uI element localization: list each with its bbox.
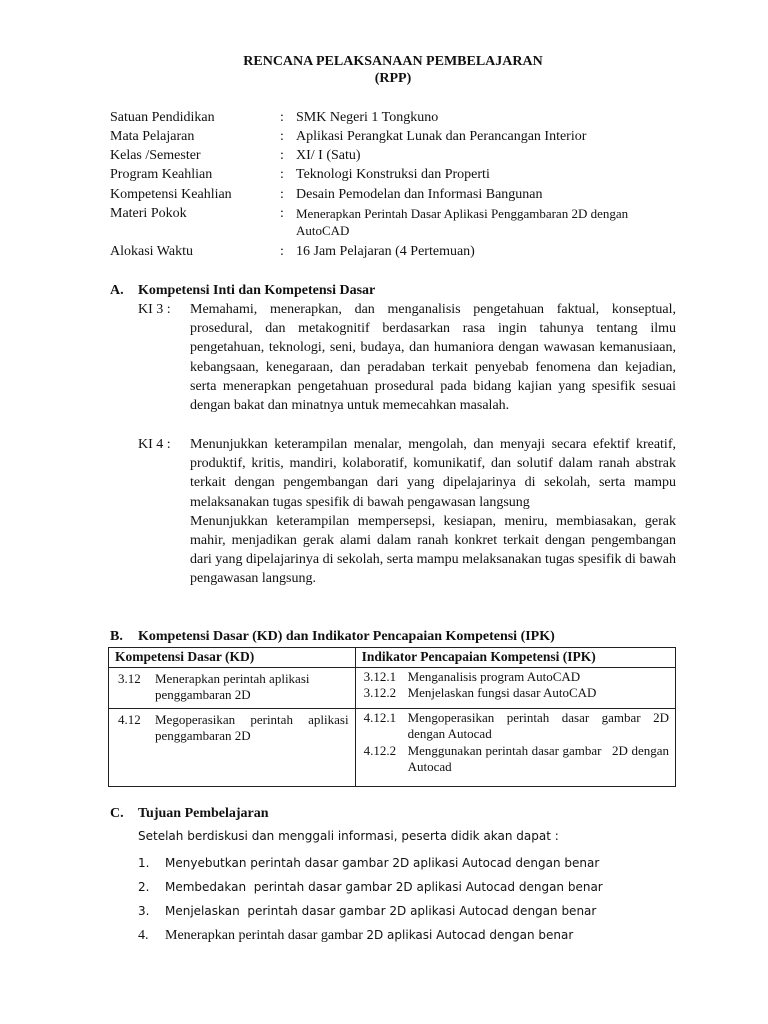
goal-text: Menjelaskan perintah dasar gambar 2D aplikasi Autocad dengan benar — [165, 904, 597, 918]
meta-value: Teknologi Konstruksi dan Properti — [296, 167, 490, 182]
meta-label: Kompetensi Keahlian — [110, 187, 232, 202]
ki3-paragraph: Memahami, menerapkan, dan menganalisis pengetahuan faktual, konseptual, prosedural, dan metakognitif berdasarkan rasa ingin tahunya tentang ilmu pengetahuan, teknologi, seni, budaya, dan humaniora dengan wawasan kemanusiaan, kebangsaan, kenegaraan, dan peradaban terkait penyebab fenomena dan kejadian, serta menerapkan pengetahuan prosedural pada bidang kajian yang spesifik sesuai dengan bakat dan minatnya untuk memecahkan masalah. — [190, 302, 676, 414]
goal-number: 1. — [138, 856, 150, 870]
meta-value: Desain Pemodelan dan Informasi Bangunan — [296, 187, 543, 202]
table-header-row — [109, 648, 676, 668]
meta-colon: : — [280, 110, 284, 125]
table-row — [109, 667, 676, 708]
goals-intro: Setelah berdiskusi dan menggali informasi, peserta didik akan dapat : — [138, 829, 559, 843]
section-a-heading — [110, 282, 375, 300]
goal-number: 4. — [138, 928, 149, 943]
kd-number: 3.12 — [118, 670, 141, 686]
ipk-item — [364, 710, 669, 743]
document-title — [0, 53, 768, 87]
goal-item — [138, 927, 573, 944]
ipk-text: Menggunakan perintah dasar gambar 2D dengan Autocad — [407, 742, 672, 774]
title-line-1: RENCANA PELAKSANAAN PEMBELAJARAN — [243, 54, 543, 69]
goal-number: 3. — [138, 904, 150, 918]
goal-text-serif: Menerapkan perintah dasar gambar — [165, 928, 367, 943]
goal-number: 2. — [138, 880, 150, 894]
goal-item — [138, 855, 599, 871]
meta-colon: : — [280, 206, 284, 221]
ipk-text: Menjelaskan fungsi dasar AutoCAD — [407, 685, 597, 700]
ipk-number: 4.12.2 — [363, 742, 397, 758]
section-letter: C. — [110, 806, 124, 821]
ipk-item — [364, 669, 669, 686]
ki4-label: KI 4 : — [138, 437, 171, 452]
column-header-kd: Kompetensi Dasar (KD) — [109, 648, 356, 668]
ipk-item — [363, 742, 672, 776]
section-title: Kompetensi Dasar (KD) dan Indikator Pencapaian Kompetensi (IPK) — [138, 629, 555, 644]
section-b-heading — [110, 628, 555, 646]
ipk-number: 3.12.1 — [363, 668, 397, 684]
section-title: Kompetensi Inti dan Kompetensi Dasar — [138, 283, 376, 298]
kd-text: Menerapkan perintah aplikasi penggambaran 2D — [155, 670, 310, 702]
goal-item — [138, 879, 603, 895]
ipk-item — [364, 685, 669, 702]
meta-colon: : — [280, 187, 284, 202]
goal-text: Menyebutkan perintah dasar gambar 2D aplikasi Autocad dengan benar — [165, 856, 600, 870]
kd-number: 4.12 — [118, 711, 141, 727]
meta-value: Aplikasi Perangkat Lunak dan Perancangan Interior — [296, 129, 587, 144]
meta-value: SMK Negeri 1 Tongkuno — [296, 110, 439, 125]
kd-cell — [109, 667, 356, 708]
kd-cell — [109, 708, 356, 786]
meta-label: Program Keahlian — [110, 167, 213, 182]
section-letter: B. — [110, 629, 123, 644]
meta-colon: : — [280, 129, 284, 144]
ipk-cell — [355, 667, 675, 708]
ki3-text — [190, 300, 676, 415]
meta-label: Alokasi Waktu — [110, 244, 193, 259]
column-header-ipk: Indikator Pencapaian Kompetensi (IPK) — [355, 648, 675, 668]
ki3-label: KI 3 : — [138, 302, 171, 317]
meta-label: Satuan Pendidikan — [110, 110, 215, 125]
meta-label: Materi Pokok — [110, 206, 187, 221]
meta-value: Menerapkan Perintah Dasar Aplikasi Penggambaran 2D dengan AutoCAD — [296, 206, 629, 238]
goal-text-sans: 2D aplikasi Autocad dengan benar — [366, 928, 574, 942]
goal-item — [138, 903, 596, 919]
ki4-paragraph-1: Menunjukkan keterampilan menalar, mengolah, dan menyaji secara efektif kreatif, produktif, kritis, mandiri, kolaboratif, komunikatif, dan solutif dalam ranah abstrak terkait dengan pengembangan dari yang dipelajarinya di sekolah, serta mampu melaksanakan tugas spesifik di bawah pengawasan langsung — [190, 437, 676, 510]
ipk-text: Menganalisis program AutoCAD — [407, 668, 581, 684]
meta-colon: : — [280, 148, 284, 163]
meta-value: 16 Jam Pelajaran (4 Pertemuan) — [296, 244, 475, 259]
ipk-number: 3.12.2 — [363, 685, 397, 700]
meta-colon: : — [280, 167, 284, 182]
goal-text: Membedakan perintah dasar gambar 2D aplikasi Autocad dengan benar — [165, 880, 603, 894]
kd-text: Megoperasikan perintah aplikasi penggambaran 2D — [155, 711, 349, 743]
section-title: Tujuan Pembelajaran — [138, 806, 269, 821]
table-row — [109, 708, 676, 786]
section-letter: A. — [110, 283, 124, 298]
title-line-2: (RPP) — [374, 71, 412, 86]
meta-colon: : — [280, 244, 284, 259]
kd-ipk-table — [108, 647, 676, 787]
meta-value: XI/ I (Satu) — [296, 148, 361, 163]
ki4-text — [190, 435, 676, 589]
ipk-cell — [355, 708, 675, 786]
meta-label: Kelas /Semester — [110, 148, 201, 163]
ipk-text: Mengoperasikan perintah dasar gambar 2D dengan Autocad — [407, 709, 669, 741]
ipk-number: 4.12.1 — [363, 709, 397, 725]
section-c-heading — [110, 805, 269, 823]
meta-label: Mata Pelajaran — [110, 129, 195, 144]
ki4-paragraph-2: Menunjukkan keterampilan mempersepsi, kesiapan, meniru, membiasakan, gerak mahir, menjadikan gerak alami dalam ranah konkret terkait dengan pengembangan dari yang dipelajarinya di sekolah, serta mampu melaksanakan tugas spesifik di bawah pengawasan langsung. — [190, 513, 676, 587]
